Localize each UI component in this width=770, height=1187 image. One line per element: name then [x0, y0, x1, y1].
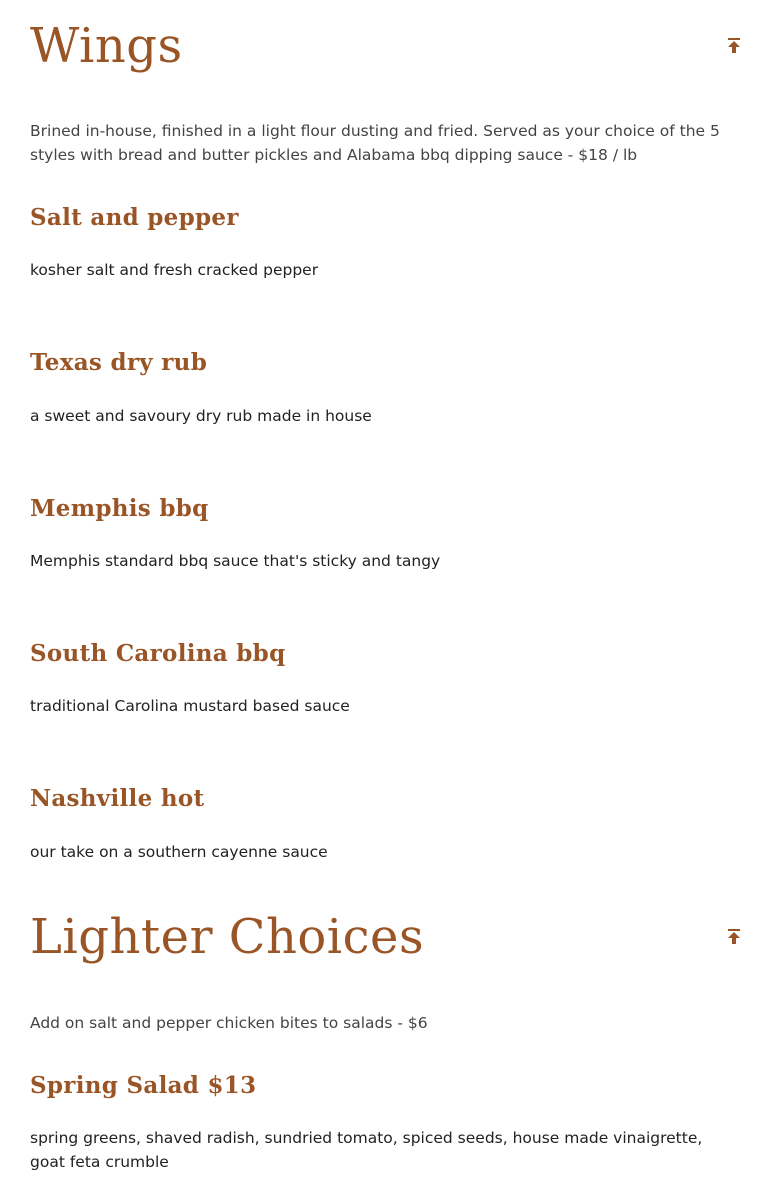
arrow-up-to-bar-icon	[726, 928, 742, 946]
item-description: Memphis standard bbq sauce that's sticky and tangy	[30, 552, 441, 570]
item-description: traditional Carolina mustard based sauce	[30, 697, 350, 715]
back-to-top-button[interactable]	[726, 928, 742, 946]
item-title: Nashville hot	[30, 785, 205, 812]
item-title: Memphis bbq	[30, 495, 209, 522]
item-title: Spring Salad $13	[30, 1072, 257, 1099]
item-description: kosher salt and fresh cracked pepper	[30, 261, 319, 279]
item-title: Salt and pepper	[30, 204, 239, 231]
section-intro-lighter-choices: Add on salt and pepper chicken bites to salads - $6	[30, 1014, 428, 1032]
item-title: South Carolina bbq	[30, 640, 286, 667]
item-title: Texas dry rub	[30, 349, 208, 376]
back-to-top-button[interactable]	[726, 37, 742, 55]
item-description: spring greens, shaved radish, sundried tomato, spiced seeds, house made vinaigrette, goat feta crumble	[30, 1129, 703, 1171]
section-intro-wings: Brined in-house, finished in a light flour dusting and fried. Served as your choice of the 5 styles with bread and butter pickles and Alabama bbq dipping sauce - $18 / lb	[30, 122, 720, 164]
section-title-wings: Wings	[30, 18, 183, 74]
arrow-up-to-bar-icon	[726, 37, 742, 55]
section-title-lighter-choices: Lighter Choices	[30, 909, 425, 965]
item-description: our take on a southern cayenne sauce	[30, 843, 328, 861]
item-description: a sweet and savoury dry rub made in house	[30, 407, 372, 425]
